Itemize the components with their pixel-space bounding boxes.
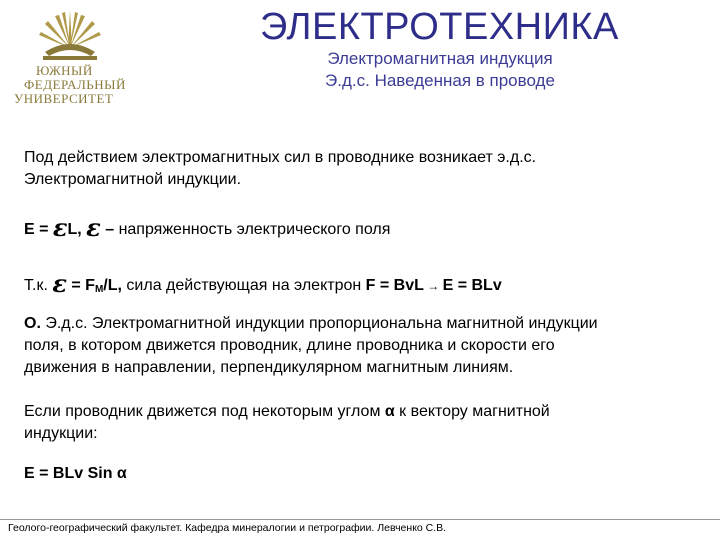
paragraph-intro-line-2: Электромагнитной индукции.	[24, 171, 242, 188]
sunburst-emblem-icon	[35, 8, 105, 64]
formula-field-strength	[24, 213, 391, 242]
paragraph-intro-line-1: Под действием электромагнитных сил в проводнике возникает э.д.с.	[24, 149, 537, 166]
footer-text: Геолого-географический факультет. Кафедра минералогии и петрографии. Левченко С.В.	[8, 522, 447, 534]
formula-2-F: F = BvL	[365, 277, 424, 294]
page-title: ЭЛЕКТРОТЕХНИКА	[260, 6, 619, 48]
epsilon-symbol: ε	[52, 213, 68, 242]
subtitle-line-1: Электромагнитная индукция	[327, 49, 553, 68]
epsilon-symbol: ε	[86, 213, 101, 242]
angle-text-b: к вектору магнитной	[394, 403, 550, 420]
formula-2-L: /L,	[103, 277, 122, 294]
footer-divider	[0, 519, 720, 520]
formula-2-eq: = F	[66, 277, 95, 294]
logo-line-3: УНИВЕРСИТЕТ	[14, 91, 114, 106]
definition-line-2: поля, в котором движется проводник, длине проводника и скорости его	[24, 337, 555, 354]
page-subtitle	[250, 48, 630, 92]
logo-line-2: ФЕДЕРАЛЬНЫЙ	[24, 77, 126, 92]
formula-2-subscript: М	[94, 284, 104, 295]
definition-label: О.	[24, 315, 41, 332]
formula-1-eq: E =	[24, 221, 53, 238]
definition-line-1	[24, 312, 598, 336]
formula-1-L: L,	[67, 221, 87, 238]
formula-1-description: напряженность электрического поля	[118, 221, 391, 238]
formula-2-E: E = BLv	[442, 277, 502, 294]
logo-line-1: ЮЖНЫЙ	[36, 63, 93, 78]
epsilon-symbol: ε	[52, 269, 67, 298]
formula-2-tk: Т.к.	[24, 277, 53, 294]
angle-text-a: Если проводник движется под некоторым углом	[24, 403, 385, 420]
final-formula: E = BLv Sin α	[24, 465, 127, 482]
angle-line-2: индукции:	[24, 425, 98, 442]
definition-line-3: движения в направлении, перпендикулярном магнитным линиям.	[24, 359, 514, 376]
university-logo	[10, 8, 160, 108]
formula-force	[24, 269, 502, 302]
angle-line-1	[24, 400, 550, 424]
alpha-symbol: α	[384, 403, 395, 420]
subtitle-line-2: Э.д.с. Наведенная в проводе	[325, 71, 555, 90]
arrow-icon: →	[423, 279, 443, 293]
formula-2-description: сила действующая на электрон	[121, 277, 366, 294]
definition-text-1: Э.д.с. Электромагнитной индукции пропорциональна магнитной индукции	[40, 315, 598, 332]
formula-1-dash: –	[100, 221, 119, 238]
